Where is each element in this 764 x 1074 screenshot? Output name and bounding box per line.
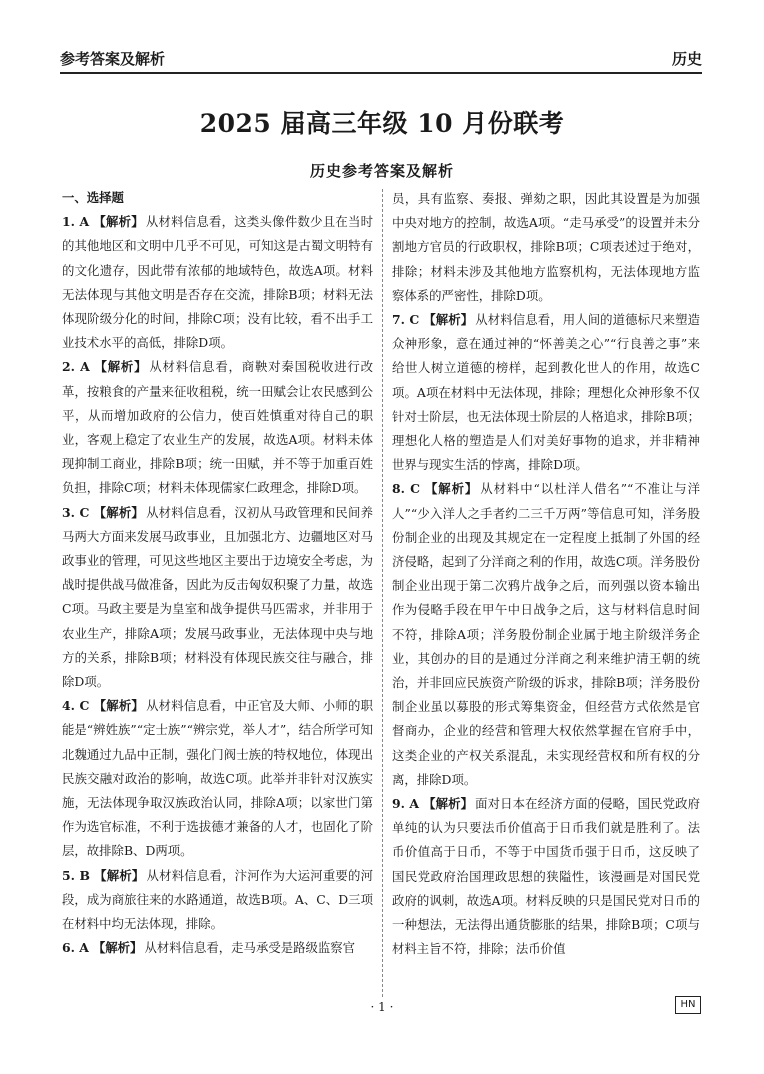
column-divider (382, 189, 383, 997)
answer-number: 4. C (62, 698, 90, 714)
answer-item (62, 355, 373, 500)
answer-item (392, 308, 700, 477)
answer-text: 从材料信息看，这类头像件数少且在当时的其他地区和文明中几乎不可见，可知这是古蜀文明特有的文化遗存，因此带有浓郁的地域特色，故选A项。材料无法体现与其他文明是否存在交流，排除B项；材料无法体现阶级分化的时间，排除C项；没有比较，看不出手工业技术水平的高低，排除D项。 (62, 214, 373, 351)
analysis-tag: 【解析】 (423, 312, 474, 328)
page-number: · 1 · (370, 1000, 394, 1014)
analysis-tag: 【解析】 (92, 940, 143, 956)
header-left-label: 参考答案及解析 (60, 50, 166, 68)
answer-item (62, 210, 373, 355)
answer-number: 9. A (392, 796, 419, 812)
answer-text: 从材料信息看，汉初从马政管理和民间养马两大方面来发展马政事业，且加强北方、边疆地区对马政事业的管理，可见这些地区主要出于边境安全考虑，为战时提供战马做准备，因此为反击匈奴积聚了力量，故选C项。马政主要是为皇室和战争提供马匹需求，并非用于农业生产，排除A项；发展马政事业，无法体现中央与地方的关系，排除B项；材料没有体现民族交往与融合，排除D项。 (62, 504, 373, 690)
header-subject-label: 历史 (671, 50, 702, 68)
answer-number: 3. C (62, 504, 90, 520)
page-header (60, 46, 702, 74)
right-column (392, 187, 700, 962)
answer-number: 8. C (392, 481, 421, 497)
answer-text: 从材料信息看，商鞅对秦国税收进行改革，按粮食的产量来征收租税，统一田赋会让农民感到公平，从而增加政府的公信力，使百姓慎重对待自己的职业，客观上稳定了农业生产的发展，故选A项。材料未体现抑制工商业，排除B项；统一田赋，并不等于加重百姓负担，排除C项；材料未体现儒家仁政理念，排除D项。 (62, 359, 374, 496)
answer-text: 从材料信息看，中正官及大师、小师的职能是“辨姓族”“定士族”“辨宗党，举人才”，结合所学可知北魏通过九品中正制，强化门阀士族的特权地位，体现出民族交融对政治的影响，故选C项。此举并非针对汉族实施，无法体现争取汉族政治认同，排除A项；以家世门第作为选官标准，不利于选拔德才兼备的人才，也固化了阶层，故排除B、D两项。 (62, 698, 373, 859)
analysis-tag: 【解析】 (93, 214, 144, 230)
answer-number: 5. B (62, 867, 90, 883)
analysis-tag: 【解析】 (93, 504, 145, 520)
answer-item (62, 936, 373, 960)
region-badge: HN (675, 996, 701, 1014)
document-subtitle: 历史参考答案及解析 (309, 162, 454, 180)
answer-number: 1. A (62, 214, 90, 230)
answer-number: 6. A (62, 940, 89, 956)
analysis-tag: 【解析】 (422, 796, 474, 812)
answer-text: 面对日本在经济方面的侵略，国民党政府单纯的认为只要法币价值高于日币我们就是胜利了。法币价值高于日币，不等于中国货币强于日币，这反映了国民党政府治国理政思想的狭隘性，该漫画是对国民党政府的讽刺，故选A项。材料反映的只是国民党对日币的一种想法，无法得出通货膨胀的结果，排除B项；C项与材料主旨不符，排除；法币价值 (392, 796, 701, 957)
answer-text: 从材料信息看，汴河作为大运河重要的河段，成为商旅往来的水路通道，故选B项。A、C、D三项在材料中均无法体现，排除。 (62, 867, 373, 932)
section-heading: 一、选择题 (62, 190, 124, 205)
answer-item-continued (392, 187, 700, 308)
answer-text: 员，具有监察、奏报、弹劾之职，因此其设置是为加强中央对地方的控制，故选A项。“走马承受”的设置并未分割地方官员的行政职权，排除B项；C项表述过于绝对，排除；材料未涉及其他地方监察机构，无法体现地方监察体系的严密性，排除D项。 (392, 191, 700, 303)
answer-item (392, 792, 700, 961)
analysis-tag: 【解析】 (93, 359, 148, 375)
analysis-tag: 【解析】 (424, 481, 479, 497)
answer-number: 7. C (392, 312, 420, 328)
left-column (62, 186, 373, 961)
answer-text: 从材料中“以杜洋人借名”“不准让与洋人”“少入洋人之手者约二三千万两”等信息可知，洋务股份制企业的出现及其规定在一定程度上抵制了外国的经济侵略，起到了分洋商之利的作用，故选C项。洋务股份制企业出现于第二次鸦片战争之后，而列强以资本输出作为侵略手段在甲午中日战争之后，这与材料信息时间不符，排除A项；洋务股份制企业属于地主阶级洋务企业，其创办的目的是通过分洋商之利来维护清王朝的统治，并非回应民族资产阶级的诉求，排除B项；洋务股份制企业虽以募股的形式筹集资金，但经营方式依然是官督商办，企业的经营和管理大权依然掌握在官府手中，这类企业的产权关系混乱，未实现经营权和所有权的分离，排除D项。 (392, 481, 700, 787)
analysis-tag: 【解析】 (93, 698, 145, 714)
answer-number: 2. A (62, 359, 90, 375)
answer-item (62, 501, 373, 695)
answer-item (62, 864, 373, 937)
answer-text: 从材料信息看，用人间的道德标尺来塑造众神形象，意在通过神的“怀善美之心”“行良善之事”来给世人树立道德的榜样，起到教化世人的作用，故选C项。A项在材料中无法体现，排除；理想化众神形象不仅针对士阶层，也无法体现士阶层的人格追求，排除B项；理想化人格的塑造是人们对美好事物的追求，并非精神世界与现实生活的悖离，排除D项。 (392, 312, 700, 473)
analysis-tag: 【解析】 (93, 867, 145, 883)
answer-item (62, 694, 373, 863)
answer-item (392, 477, 700, 792)
answer-text: 从材料信息看，走马承受是路级监察官 (144, 940, 356, 956)
document-title: 2025 届高三年级 10 月份联考 (199, 109, 565, 138)
